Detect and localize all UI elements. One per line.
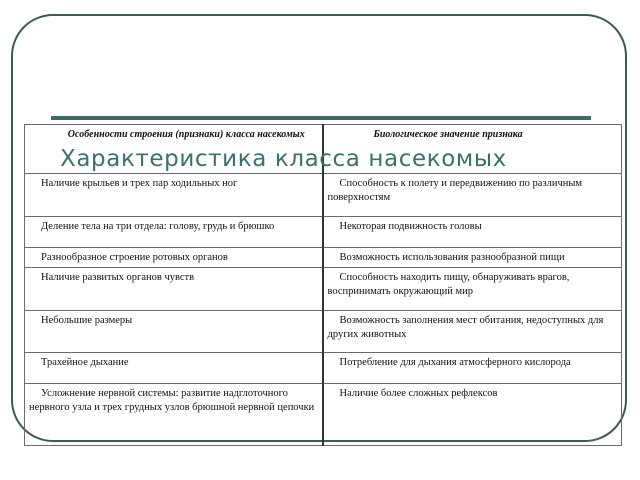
feature-cell: Наличие развитых органов чувств [41,272,195,283]
header-significance: Биологическое значение признака [323,125,622,174]
table-row [25,248,622,268]
significance-cell: Наличие более сложных рефлексов [339,388,498,399]
significance-cell: Некоторая подвижность головы [339,221,482,232]
significance-cell: Возможность заполнения мест обитания, недоступных для других животных [327,315,604,340]
table-row [25,174,622,217]
feature-cell: Наличие крыльев и трех пар ходильных ног [41,178,238,189]
table-row [25,384,622,446]
feature-cell: Усложнение нервной системы: развитие надглоточного нервного узла и трех грудных узлов брюшной нервной цепочки [29,388,315,413]
header-features: Особенности строения (признаки) класса насекомых [25,125,323,174]
feature-cell: Разнообразное строение ротовых органов [41,252,228,263]
table-row [25,311,622,353]
table-row [25,217,622,248]
significance-cell: Способность к полету и передвижению по различным поверхностям [327,178,583,203]
table-row [25,353,622,384]
significance-cell: Потребление для дыхания атмосферного кислорода [339,357,571,368]
title-rule [51,116,591,120]
feature-cell: Небольшие размеры [41,315,133,326]
insect-characteristics-table [24,124,622,446]
significance-cell: Возможность использования разнообразной пищи [339,252,565,263]
feature-cell: Деление тела на три отдела: голову, грудь и брюшко [41,221,275,232]
significance-cell: Способность находить пищу, обнаруживать врагов, воспринимать окружающий мир [327,272,570,297]
slide-title: Характеристика класса насекомых [60,146,507,172]
feature-cell: Трахейное дыхание [41,357,129,368]
table-row [25,268,622,311]
